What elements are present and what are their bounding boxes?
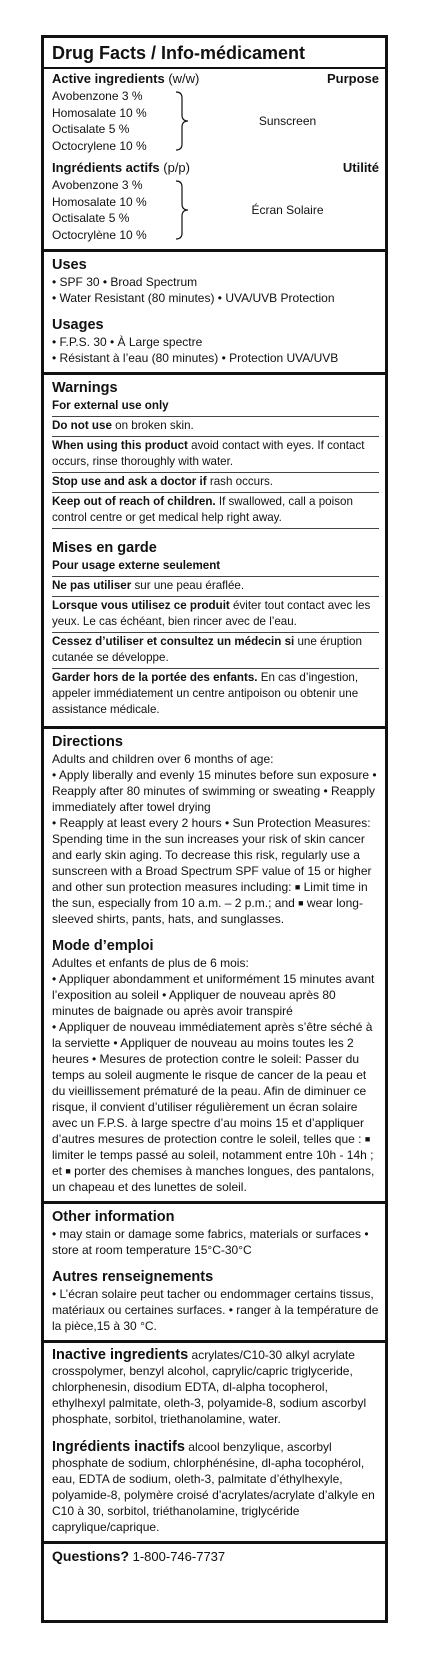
warning-bold: Keep out of reach of children. bbox=[52, 495, 216, 508]
warning-line bbox=[52, 597, 379, 633]
directions-span: Limit time in the sun, especially from 10 a.m. – 2 p.m.; and bbox=[52, 880, 368, 910]
warnings-section bbox=[44, 375, 385, 729]
ingredient: Octocrylene 10 % bbox=[52, 138, 147, 153]
inactive-paragraph bbox=[52, 1347, 379, 1427]
mode-span: porter des chemises à manches longues, des pantalons, un chapeau et des lunettes de soleil. bbox=[52, 1164, 375, 1194]
ingredient: Homosalate 10 % bbox=[52, 105, 147, 120]
directions-text bbox=[52, 815, 379, 927]
directions-text: • Apply liberally and evenly 15 minutes before sun exposure • Reapply after 80 minutes of swimming or sweating • Reapply immediately after towel drying bbox=[52, 768, 377, 814]
warning-text: éviter tout contact avec les yeux. Le cas échéant, bien rincer avec de l’eau. bbox=[52, 599, 371, 628]
warning-bold: Pour usage externe seulement bbox=[52, 559, 221, 572]
mode-text: Adultes et enfants de plus de 6 mois: bbox=[52, 956, 249, 970]
warning-text: rash occurs. bbox=[206, 475, 273, 488]
mode-text bbox=[52, 1019, 379, 1195]
square-bullet-icon: ■ bbox=[294, 882, 301, 892]
mode-span: • Appliquer de nouveau immédiatement après s’être séché à la serviette • Appliquer de nouveau au moins toutes les 2 heures • Mesures de protection contre le soleil: Passer du temps au soleil augmente le risque de cancer de la peau et du vieillissement prématuré de la peau. Afin de diminuer ce risque, il convient d’utiliser régulièrement un écran solaire avec un F.P.S. à large spectre d’au moins 15 et d’appliquer d’autres mesures de protection contre le soleil, telles que : bbox=[52, 1020, 373, 1146]
inactive-text: acrylates/C10-30 alkyl acrylate crosspolymer, benzyl alcohol, caprylic/capric triglyceride, chlorphenesin, disodium EDTA, dl-alpha tocopherol, ethylhexyl palmitate, oleth-3, polyamide-8, sodium ascorbyl phosphate, sorbitol, triethanolamine, water. bbox=[52, 1348, 367, 1426]
active-en-block bbox=[52, 88, 379, 154]
warning-text: En cas d’ingestion, appeler immédiatement un centre antipoison ou obtenir une assistance médicale. bbox=[52, 671, 359, 716]
uses-line: • Water Resistant (80 minutes) • UVA/UVB Protection bbox=[52, 291, 335, 305]
autres-heading: Autres renseignements bbox=[52, 1269, 214, 1285]
brace-icon bbox=[174, 90, 190, 152]
ingredient: Avobenzone 3 % bbox=[52, 89, 143, 103]
active-fr-list bbox=[52, 177, 174, 243]
inactive-section bbox=[44, 1343, 385, 1544]
questions-phone: 1-800-746-7737 bbox=[129, 1549, 226, 1564]
inactifs-heading: Ingrédients inactifs bbox=[52, 1439, 185, 1455]
inactifs-text: alcool benzylique, ascorbyl phosphate de sodium, chlorphénésine, dl-apha tocophérol, eau, EDTA de sodium, oleth-3, palmitate d’éthylhexyle, polyamide-8, polymère croisé d’acrylates/acrylate d’alkyle en C10 à 30, sorbitol, triéthanolamine, triglycéride caprylique/caprique. bbox=[52, 1440, 375, 1534]
warning-line bbox=[52, 577, 379, 597]
warning-text: sur une peau éraflée. bbox=[131, 579, 245, 592]
active-fr-header bbox=[52, 160, 379, 176]
ingredient: Homosalate 10 % bbox=[52, 194, 147, 209]
warning-line bbox=[52, 493, 379, 529]
purpose-fr-heading: Utilité bbox=[342, 160, 379, 175]
directions-section bbox=[44, 729, 385, 1204]
active-ingredients-section bbox=[44, 38, 385, 252]
active-fr-block bbox=[52, 177, 379, 243]
warning-line bbox=[52, 669, 379, 720]
warning-line bbox=[52, 633, 379, 669]
warning-line bbox=[52, 437, 379, 473]
mises-heading: Mises en garde bbox=[52, 540, 157, 556]
warning-line bbox=[52, 473, 379, 493]
ingredient: Octocrylène 10 % bbox=[52, 227, 147, 242]
mode-text: • Appliquer abondamment et uniformément 15 minutes avant l’exposition au soleil • Appliquer de nouveau après 80 minutes de baignade ou après avoir transpiré bbox=[52, 972, 375, 1018]
warning-line bbox=[52, 397, 379, 417]
warning-bold: For external use only bbox=[52, 399, 169, 412]
active-en-heading: Active ingredients bbox=[52, 71, 165, 86]
brace-icon bbox=[174, 179, 190, 241]
warning-bold: Garder hors de la portée des enfants. bbox=[52, 671, 258, 684]
directions-heading: Directions bbox=[52, 734, 123, 750]
warning-bold: When using this product bbox=[52, 439, 188, 452]
other-heading: Other information bbox=[52, 1209, 175, 1225]
mode-heading: Mode d’emploi bbox=[52, 938, 154, 954]
mode-span: limiter le temps passé au soleil, notamment entre 10h - 14h ; et bbox=[52, 1148, 374, 1178]
drug-facts-label bbox=[41, 35, 388, 1623]
warning-text: If swallowed, call a poison control centre or get medical help right away. bbox=[52, 495, 353, 524]
questions-line bbox=[52, 1548, 379, 1564]
usages-line: • Résistant à l’eau (80 minutes) • Protection UVA/UVB bbox=[52, 351, 339, 365]
ingredient: Octisalate 5 % bbox=[52, 211, 130, 225]
square-bullet-icon: ■ bbox=[364, 1134, 371, 1144]
inactifs-paragraph bbox=[52, 1439, 379, 1535]
other-info-section bbox=[44, 1204, 385, 1343]
square-bullet-icon: ■ bbox=[298, 898, 304, 908]
active-en-list bbox=[52, 88, 174, 154]
inactive-heading: Inactive ingredients bbox=[52, 1347, 189, 1363]
warning-text: on broken skin. bbox=[111, 419, 194, 432]
directions-text: Adults and children over 6 months of age: bbox=[52, 752, 274, 766]
purpose-fr: Écran Solaire bbox=[251, 203, 324, 217]
active-fr-unit: (p/p) bbox=[163, 160, 190, 175]
questions-heading: Questions? bbox=[52, 1548, 130, 1564]
other-text: • may stain or damage some fabrics, materials or surfaces • store at room temperature 15°C-30°C bbox=[52, 1227, 369, 1257]
ingredient: Avobenzone 3 % bbox=[52, 178, 143, 192]
active-en-unit: (w/w) bbox=[168, 71, 200, 86]
warnings-heading: Warnings bbox=[52, 380, 118, 396]
square-bullet-icon: ■ bbox=[65, 1166, 71, 1176]
uses-section bbox=[44, 252, 385, 375]
active-en-header bbox=[52, 71, 379, 87]
warning-bold: Stop use and ask a doctor if bbox=[52, 475, 207, 488]
usages-heading: Usages bbox=[52, 317, 104, 333]
warning-text: une éruption cutanée se développe. bbox=[52, 635, 362, 664]
warning-line bbox=[52, 557, 379, 577]
label-title: Drug Facts / Info-médicament bbox=[52, 43, 306, 63]
autres-text: • L’écran solaire peut tacher ou endommager certains tissus, matériaux ou certaines surfaces. • ranger à la température de la pièce,15 à 30 °C. bbox=[52, 1287, 379, 1333]
warning-text: avoid contact with eyes. If contact occurs, rinse thoroughly with water. bbox=[52, 439, 365, 468]
ingredient: Octisalate 5 % bbox=[52, 122, 130, 136]
usages-line: • F.P.S. 30 • À Large spectre bbox=[52, 335, 203, 349]
questions-section bbox=[44, 1544, 385, 1570]
warning-bold: Do not use bbox=[52, 419, 112, 432]
uses-line: • SPF 30 • Broad Spectrum bbox=[52, 275, 198, 289]
warning-bold: Ne pas utiliser bbox=[52, 579, 132, 592]
directions-span: • Reapply at least every 2 hours • Sun Protection Measures: Spending time in the sun increases your risk of skin cancer and early skin aging. To decrease this risk, regularly use a sunscreen with a Broad Spectrum SPF value of 15 or higher and other sun protection measures including: bbox=[52, 816, 372, 894]
purpose-en-heading: Purpose bbox=[326, 71, 379, 86]
warning-bold: Cessez d’utiliser et consultez un médecin si bbox=[52, 635, 295, 648]
warning-bold: Lorsque vous utilisez ce produit bbox=[52, 599, 230, 612]
active-fr-heading: Ingrédients actifs bbox=[52, 160, 160, 175]
warning-line bbox=[52, 417, 379, 437]
directions-span: wear long-sleeved shirts, pants, hats, and sunglasses. bbox=[52, 896, 363, 926]
purpose-en: Sunscreen bbox=[258, 114, 317, 128]
uses-heading: Uses bbox=[52, 257, 87, 273]
